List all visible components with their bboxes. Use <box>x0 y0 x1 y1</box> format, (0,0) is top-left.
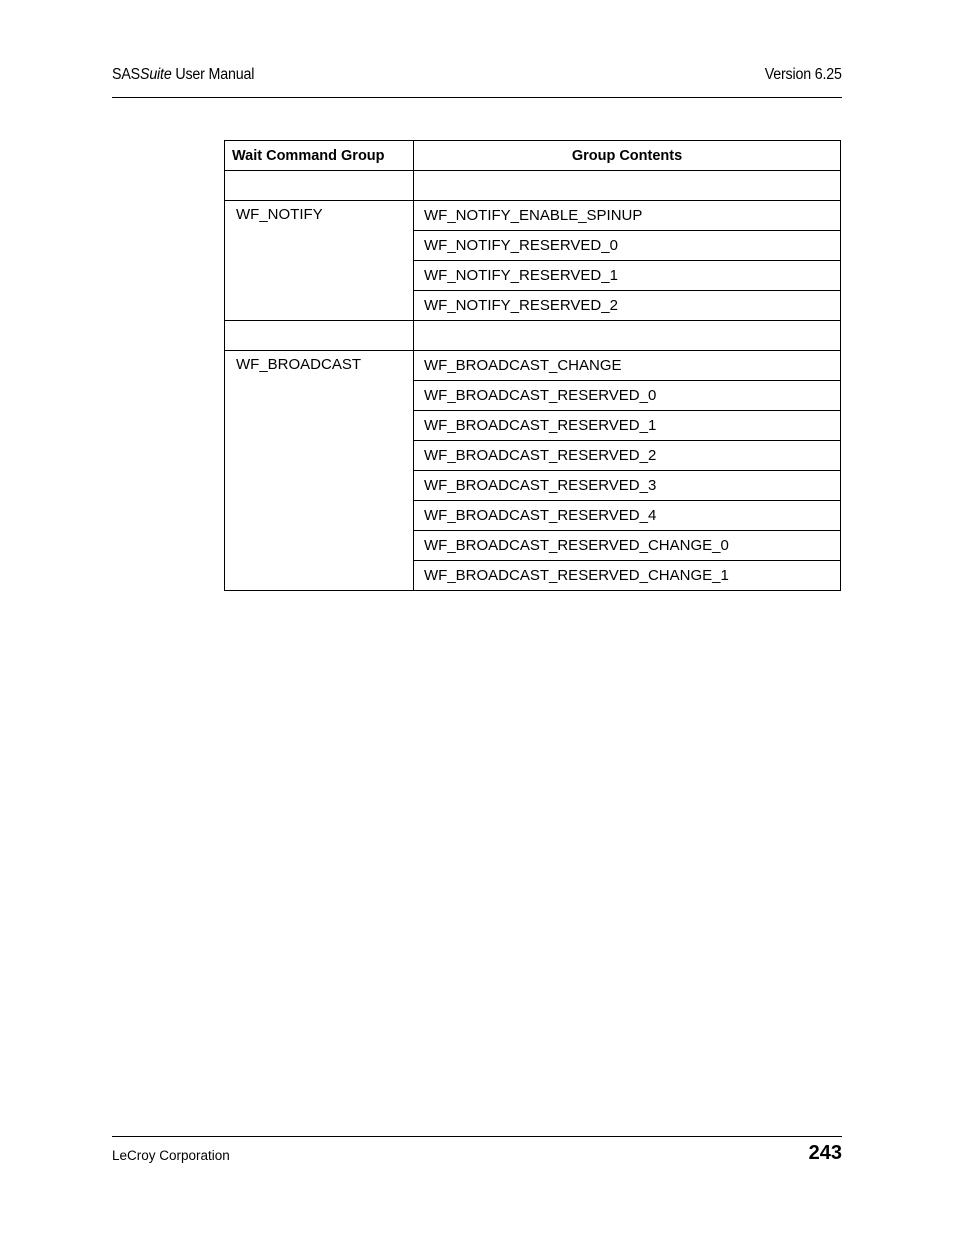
group-content-cell: WF_BROADCAST_RESERVED_1 <box>414 411 841 441</box>
table-spacer-row <box>225 321 841 351</box>
header-title-suffix: User Manual <box>171 66 255 83</box>
header-title <box>112 66 254 84</box>
group-content-cell: WF_BROADCAST_CHANGE <box>414 351 841 381</box>
table-spacer-row <box>225 171 841 201</box>
group-content-cell: WF_BROADCAST_RESERVED_4 <box>414 501 841 531</box>
header-title-italic: Suite <box>139 66 172 83</box>
page-number: 243 <box>808 1142 842 1164</box>
group-content-cell: WF_NOTIFY_ENABLE_SPINUP <box>414 201 841 231</box>
group-content-cell: WF_NOTIFY_RESERVED_0 <box>414 231 841 261</box>
header-version: Version 6.25 <box>764 66 842 83</box>
table-header-row <box>225 141 841 171</box>
group-content-cell: WF_NOTIFY_RESERVED_1 <box>414 261 841 291</box>
header-divider <box>112 97 842 98</box>
group-content-cell: WF_BROADCAST_RESERVED_2 <box>414 441 841 471</box>
table-row <box>225 351 841 381</box>
column-header-contents: Group Contents <box>414 141 841 171</box>
footer-company: LeCroy Corporation <box>112 1148 230 1163</box>
group-content-cell: WF_BROADCAST_RESERVED_3 <box>414 471 841 501</box>
column-header-group: Wait Command Group <box>225 141 414 171</box>
group-content-cell: WF_BROADCAST_RESERVED_CHANGE_1 <box>414 561 841 591</box>
group-name-cell: WF_NOTIFY <box>225 201 414 321</box>
wait-command-table <box>224 140 841 591</box>
group-content-cell: WF_NOTIFY_RESERVED_2 <box>414 291 841 321</box>
group-name-cell: WF_BROADCAST <box>225 351 414 591</box>
footer-divider <box>112 1136 842 1137</box>
table-row <box>225 201 841 231</box>
group-content-cell: WF_BROADCAST_RESERVED_0 <box>414 381 841 411</box>
group-content-cell: WF_BROADCAST_RESERVED_CHANGE_0 <box>414 531 841 561</box>
header-title-prefix: SAS <box>112 66 140 83</box>
